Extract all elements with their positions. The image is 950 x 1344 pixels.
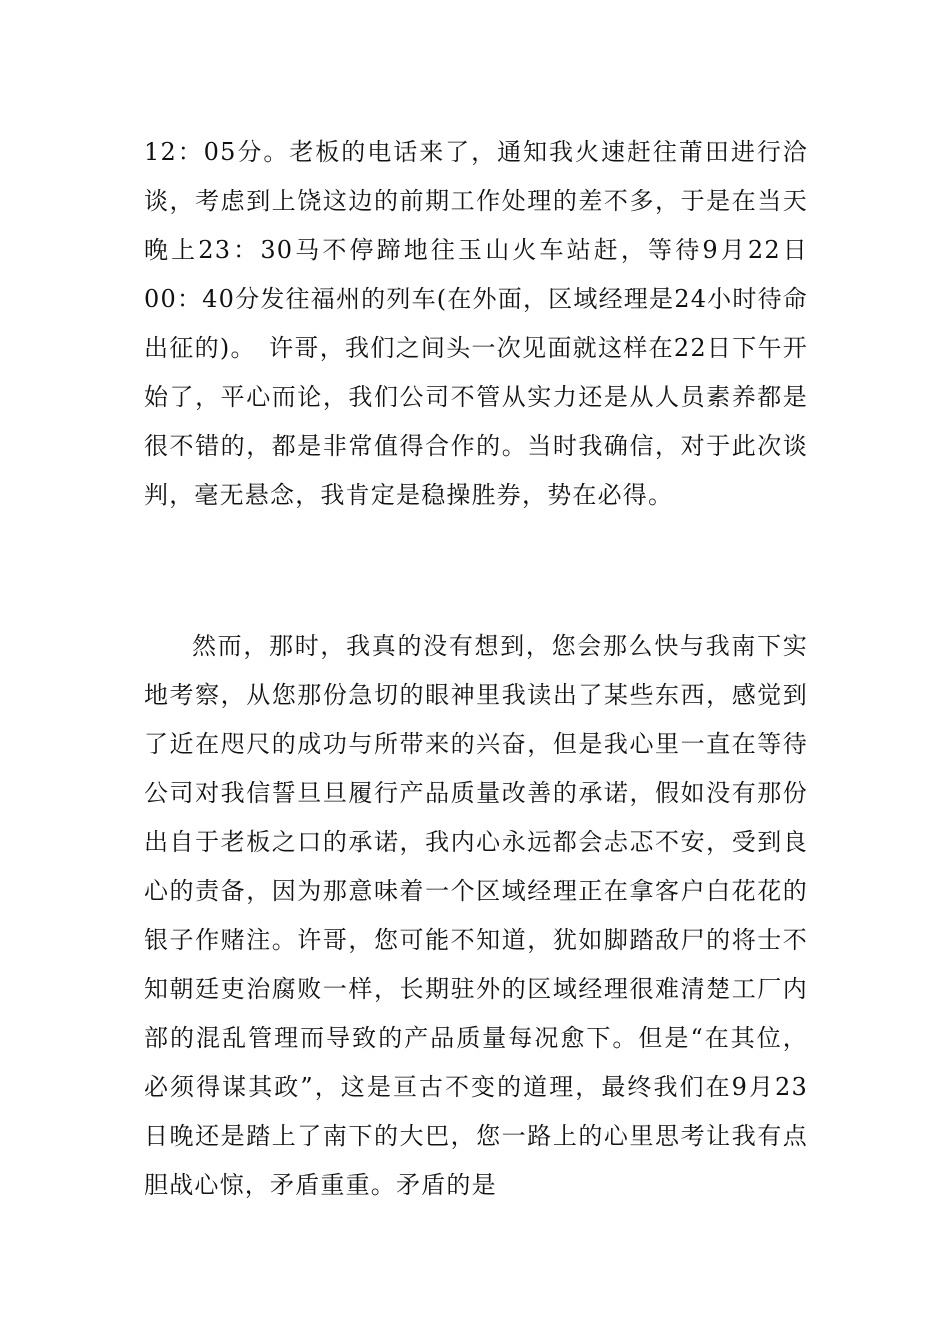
paragraph-1: 12：05分。老板的电话来了，通知我火速赶往莆田进行洽谈，考虑到上饶这边的前期工作处理的差不多，于是在当天晚上23：30马不停蹄地往玉山火车站赶，等待9月22日00：40分发往福州的列车(在外面，区域经理是24小时待命出征的)。 许哥，我们之间头一次见面就这样在22日下午开始了，平心而论，我们公司不管从实力还是从人员素养都是很不错的，都是非常值得合作的。当时我确信，对于此次谈判，毫无悬念，我肯定是稳操胜券，势在必得。 (144, 138, 808, 509)
paragraph-2: 然而，那时，我真的没有想到，您会那么快与我南下实地考察，从您那份急切的眼神里我读出了某些东西，感觉到了近在咫尺的成功与所带来的兴奋，但是我心里一直在等待公司对我信誓旦旦履行产品质量改善的承诺，假如没有那份出自于老板之口的承诺，我内心永远都会忐忑不安，受到良心的责备，因为那意味着一个区域经理正在拿客户白花花的银子作赌注。许哥，您可能不知道，犹如脚踏敌尸的将士不知朝廷吏治腐败一样，长期驻外的区域经理很难清楚工厂内部的混乱管理而导致的产品质量每况愈下。但是“在其位，必须得谋其政”，这是亘古不变的道理，最终我们在9月23日晚还是踏上了南下的大巴，您一路上的心里思考让我有点胆战心惊，矛盾重重。矛盾的是 (144, 632, 808, 1199)
